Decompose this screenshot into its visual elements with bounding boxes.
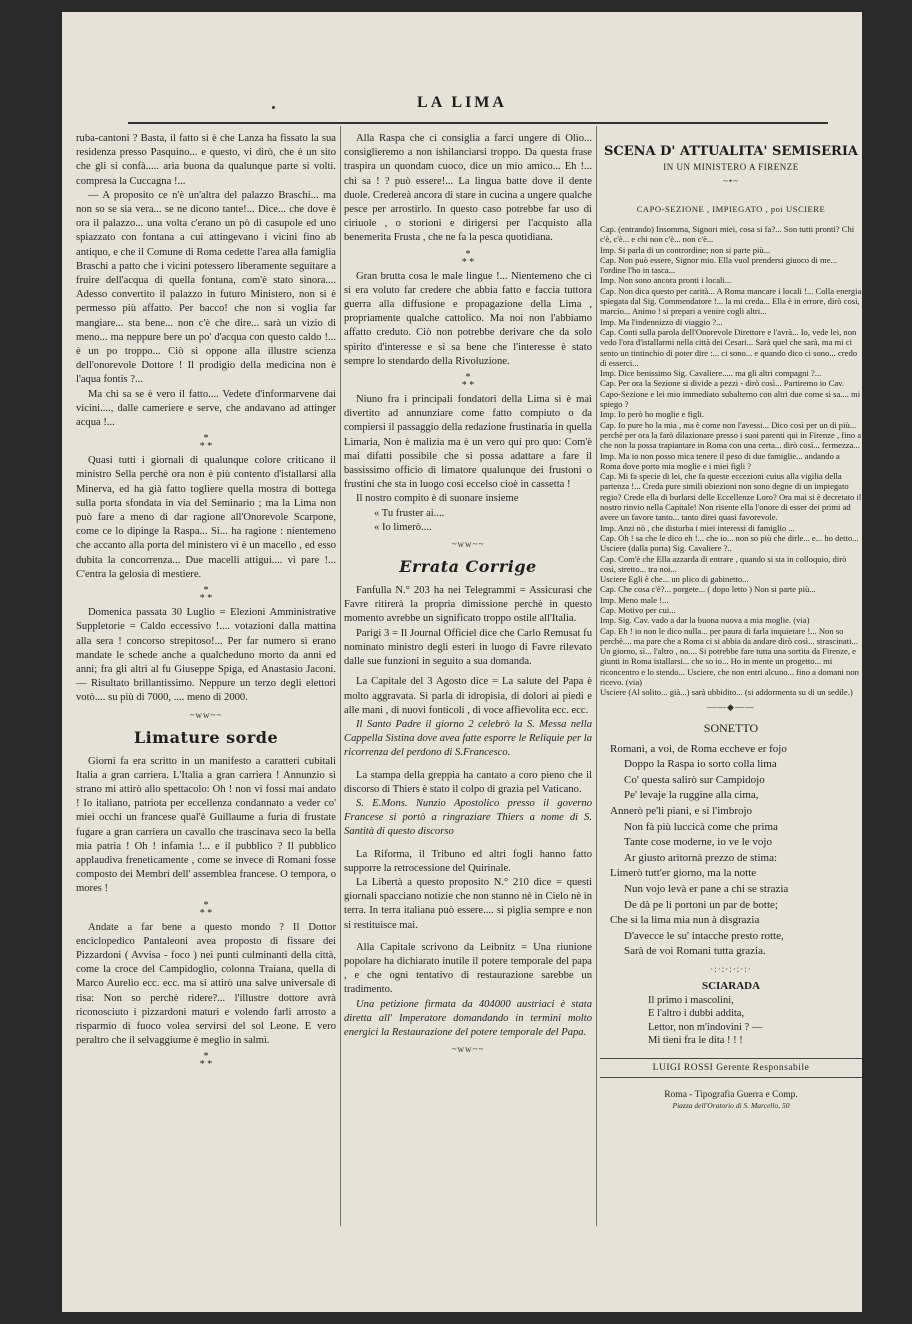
column-middle (344, 132, 592, 1058)
sonnet-line: Pe' levaje la ruggine alla cima, (624, 789, 759, 802)
paragraph: ruba-cantoni ? Basta, il fatto si è che Lanza ha fissato la sua residenza presso Pasquino... e questo, vi dirò, che è un sito che gli si confà..... aria buona da qualunque parte si volti. compresa la Cuccagna !... (76, 133, 336, 187)
paragraph: Domenica passata 30 Luglio = Elezioni Amministrative Suppletorie = Caldo eccessivo !.... votazioni dalla mattina alla sera ! concorso strepitoso!... Per far numero si erano mandate le schede anche a qualcheduno morto da anni ed anni; fra gli altri al fu Giuseppe Spiga, ed Anastasio Jaconi. — Risultato brillantissimo. Neppure un terzo degli elettori votò.... su più di 7000, .... meno di 2000. (76, 607, 336, 704)
paragraph: Il nostro compito è di suonare insieme (356, 493, 519, 505)
sonnet-line: Romani, a voi, de Roma eccheve er fojo (610, 742, 787, 755)
sonnet-line: Doppo la Raspa io sorto colla lima (624, 758, 777, 771)
dialogue-line: Imp. Ma io non posso mica tenere il peso di due famiglie... andando a Roma dove porto mia moglie e i miei figli ? (600, 450, 840, 471)
paragraph: La stampa della greppia ha cantato a coro pieno che il discorso di Thiers è stato il colpo di grazia pel Vaticano. (344, 769, 592, 795)
sonnet-line: Che si la lima mia nun à disgrazia (610, 914, 760, 927)
paragraph: Andate a far bene a questo mondo ? Il Dottor enciclopedico Pantaleoni avea proposto di fissare dei Pizzardoni ( Avvisa - foco ) nei punti culminanti della città, come la croce del Campidoglio, colonna Traiana, quella di Marco Aurelio ecc. ecc. ma si attirò una salve universale di risa: Non so perchè ridere?... l'illustre dottore avrà riconosciuto i pizzardoni maturi e volendo farli arrosto a risparmio di fuoco volea servirsi del sol Leone. E vero peraltro che il selvaggiume è meglio in salmì. (76, 921, 336, 1047)
dialogue-line: Cap. Per ora la Sezione si divide a pezzi - dirò così... Partiremo io Cav. Capo-Sezione e lei mio immediato subalterno con altri due come si sa.... mi spiego ? (600, 378, 861, 410)
dialogue-line: Usciere (Al solito... già...) sarà ubbidito... (si addormenta su di un sedile.) (600, 687, 853, 698)
dialogue-line: Imp. Si parla di un contrordine; non si parte più... (600, 244, 771, 255)
dialogue-line: Usciere Egli è che... un plico di gabinetto... (600, 574, 749, 585)
sonnet-line: Ar giusto aritornà prezzo de stima: (624, 851, 778, 864)
dialogue-line: Cap. (entrando) Insomma, Signori miei, cosa si fa?... Son tutti pronti? Chi c'è, c'è... e chi non c'è... non c'è... (600, 224, 855, 245)
asterism: * * * (199, 433, 213, 453)
sciarada-title: SCIARADA (701, 979, 761, 992)
verse-line: « Tu fruster ai.... (374, 507, 445, 519)
sciarada-line: Mi tieni fra le dita ! ! ! (648, 1035, 743, 1047)
paragraph: Alla Capitale scrivono da Leibnitz = Una riunione popolare ha dichiarato inutile il potere temporale del papa , e che ogni tentativo di restaurazione sarebbe un tradimento. (344, 941, 592, 996)
asterism: * * * (199, 899, 213, 919)
sonnet-title: SONETTO (703, 720, 759, 735)
dialogue-line: Cap. Eh ! io non le dico nulla... per paura di farla inquietare !... Non so perchè.... ma pare che a Roma ci si abbia da andare dirò così... strascinati... Un giorno, sì... l'altro , no.... Si potrebbe fare tutta una sortita da Firenze, e giunti in Roma istallarsi... che so io... Ho in mente un progetto... mi riconcentro e lo stendo... Usciere, che non entri alcuno... fino a domani non ricevo. (via) (600, 625, 859, 688)
asterism: * * * (461, 248, 475, 268)
dialogue-line: Imp. Meno male !... (600, 594, 669, 605)
paragraph: Ma chi sa se è vero il fatto.... Vedete d'informarvene dai vicini...., dalle cameriere e serve, che andavano ad attinger acqua !... (76, 388, 336, 429)
dialogue-line: Usciere (dalla porta) Sig. Cavaliere ?.. (600, 543, 732, 554)
paragraph: Alla Raspa che ci consiglia a farci ungere di Olio... consiglieremo a non ishilanciarsi troppo. Da questa frase traspira un quondam cuoco, dice un mio amico... Eh !... chi sa ! ? può essere!... La lingua batte dove il dente duole. Credereà ancora di stare in cucina a ungere qualche pesce per arrostirlo. In questo caso potrebbe far uso di ciriuole , o storioni e dirigersi per l'acquisto alla benemerita Frusta , che ne fa la pesca quotidiana. (344, 133, 592, 244)
printer-line: Roma - Tipografia Guerra e Comp. (664, 1089, 798, 1100)
paragraph: La Libertà a questo proposito N.° 210 dice = questi giornali spacciano notizie che non stanno nè in Cielo nè in terra. In terra italiana può essere.... si piglia sempre e non si restituisce mai. (344, 876, 592, 931)
dialogue-line: Cap. Motivo per cui... (600, 604, 676, 615)
asterism: * * * (461, 372, 475, 392)
paragraph: Il Santo Padre il giorno 2 celebrò la S. Messa nella Cappella Sistina dove avea fatte esporre le Reliquie per la ricorrenza del perdono di S.Francesco. (344, 718, 592, 759)
dialogue-line: Cap. Non dica questo per carità... A Roma mancare i locali !... Colla energia spiegata dal Sig. Commendatore !... la mi creda... Ella è in errore, dirò così, marcio... Animo ! si prepari a venire cogli altri... (600, 285, 862, 317)
masthead: LA LIMA (417, 94, 507, 111)
section-heading: Errata Corrige (399, 557, 537, 577)
sonnet-line: Tante cose moderne, io ve le vojo (624, 836, 772, 849)
ornament-divider: ~ww~~ (451, 539, 485, 550)
sonnet-line: Non fà più luccicà come che prima (624, 820, 778, 833)
asterism: * * * (199, 585, 213, 605)
dialogue-line: Cap. Mi fa specie di lei, che fa queste eccezioni cuius alla vigilia della partenza !... Creda pure simili obiezioni non sono degne di un impiegato regio? Crede ella di burlarsi delle Eccellenze Loro? Ora mai si è decretato il nostro rinvio nella Capitale! Non risente ella l'onore di esser dei primi ad avere un favore tanto... tanto direi quasi favorevole. (600, 471, 862, 523)
sonnet-line: Nun vojo levà er pane a chi se strazia (624, 883, 789, 895)
paragraph: Quasi tutti i giornali di qualunque colore criticano il ministro Sella perchè ora non è più contento d'istallarsi alla Minerva, ed ha già fatto togliere quella mostra di bottega sulla porta sfondata in via del Seminario ; ma la Lima non può fare a meno di dar ragione all'Onorevole Scarpone, come ce lo dipinge la Raspa... Si... ha ragione : nientemeno che accanto alla porta del ministero vi è un macello , ed esso dubita la concorrenza... Due macelli attigui.... vi pare !... C'entra la gelosia di mestiere. (76, 455, 336, 580)
newspaper-page (62, 12, 862, 1312)
sonnet-line: Limerò tutt'er giorno, ma la notte (610, 867, 757, 880)
dialogue-line: Cap. Oh ! sa che le dico eh !... che io... non so più che dirle... e... ho detto... (600, 532, 859, 543)
paragraph: La Riforma, il Tribuno ed altri fogli hanno fatto supporre la retrocessione del Quirinale. (344, 848, 592, 874)
column-divider (340, 126, 341, 1226)
dialogue-line: Cap. Non può essere, Signor mio. Ella vuol prendersi giuoco di me... l'ordine l'ho in tasca... (600, 254, 838, 276)
paragraph: Fanfulla N.° 203 ha nei Telegrammi = Assicurasi che Favre ritirerà la propria dimissione perchè in questo momento avrebbe un significato troppo ostile all'Italia. (344, 585, 592, 625)
ornament-divider: ~•~ (723, 176, 739, 186)
scene-title: SCENA D' ATTUALITA' SEMISERIA (603, 144, 858, 159)
dialogue-line: Cap. Com'è che Ella azzarda di entrare , quando si sta in colloquio, dirò così, stretto... tra noi... (600, 553, 847, 574)
column-right (600, 132, 862, 1110)
scene-subtitle: IN UN MINISTERO A FIRENZE (663, 162, 799, 172)
sonnet-line: Annerò pe'li piani, e si l'imbrojo (610, 805, 753, 818)
paragraph: — A proposito ce n'è un'altra del palazzo Braschi... ma non so se sia vera... se ne dicono tante!... Dice... che dove è ora il palazzo... una volta c'erano un pò di casupole ed uno spiazzato con fontana a cui attingevano i vicini fino ab antiquo, e che il Comune di Roma cedette l'area alla famiglia Braschi a patto che i vicini potessero liberamente seguitare a fruire dell'acqua di quella fontana, com'è stato sinora.... Adesso convertito il palazzo in futuro Ministero, non si è permesso più affatto. Per bacco! che non si voglia far mangiare... sta bene... non c'è che dire... sarà un vizio di meno... ma neppure bere un po' d'acqua con questo caldo !... è un po troppo... Ciò si oppone alla illustre scienza dell'onorevole Dottore ! Il prodigio della medicina non è l'aqua fontis ?... (76, 189, 336, 386)
paragraph: Parigi 3 = Il Journal Officiel dice che Carlo Remusat fu nominato ministro degli esteri in luogo di Favre rilevato dalle sue funzioni in seguito a sua domanda. (344, 627, 592, 668)
dialogue-line: Cap. Io pure ho la mia , ma è come non l'avessi... Dico così per un di più... perchè per ora la farò dilazionare presso i suoi parenti qui in Firenze , fino a che non la possa trapiantare in Roma con una certa... dirò così... fermezza... (600, 419, 862, 451)
scene-cast: CAPO-SEZIONE , IMPIEGATO , poi USCIERE (636, 204, 826, 214)
dialogue-line: Cap. Conti sulla parola dell'Onorevole Direttore e l'avrà... Io, vede lei, non vedo l'ora d'istallarmi nella città dei Cesari... Sarà quel che sarà, ma mi ci sento un tintinchio di poter dire :... ci sono... e quando dico ci sono... credo di esserci... (600, 326, 858, 368)
dialogue-line: Cap. Che cosa c'è?... porgete... ( dopo letto ) Non si parte più... (600, 584, 816, 595)
signature-line: LUIGI ROSSI Gerente Responsabile (600, 1058, 862, 1078)
sciarada-line: Lettor, non m'indovini ? — (648, 1021, 763, 1033)
sonnet (600, 742, 862, 960)
paragraph: Gran brutta cosa le male lingue !... Nientemeno che ci si era voluto far credere che abbia fatto e faccia tuttora guerra alla diffusione e propagazione della Lima , propriamente qualche cattolico. Ma noi non l'abbiamo affatto creduto. Ciò non potrebbe derivare che da solo spirito d'interesse e si sa bene che l'interesse è stato sempre lo stendardo della Rivoluzione. (344, 270, 592, 367)
ornament-divider: ——◆—— (707, 701, 755, 712)
ornament-divider: ~ww~~ (189, 709, 223, 720)
ornament-divider: ~ww~~ (451, 1044, 485, 1055)
dialogue-line: Imp. Sig. Cav. vado a dar la buona nuova a mia moglie. (via) (600, 615, 810, 626)
paragraph: Giorni fa era scritto in un manifesto a caratteri cubitali Italia a gran carriera. L'Italia a gran carriera ! Annunzio sì strano mi attirò allo spettacolo: Oh ! non vi fossi mai andato ! Io italiano, patriota per eccellenza condannato a veder co' miei occhi un francese qual'è Guillaume a furia di frustate fugare a gran carriera un cavallo che trascinava seco la bella mia patria ! Oh ! infamia !... e il pubblico ? Il pubblico applaudiva freneticamente , come se invece di Romani fosse composto dei Membri dell' assemblea francese. O tempora, o mores ! (76, 755, 336, 895)
dialogue-line: Imp. Io però ho moglie e figli. (600, 409, 705, 420)
dialogue-line: Imp. Non sono ancora pronti i locali... (600, 275, 732, 286)
column-left (76, 132, 336, 1072)
sonnet-line: Co' questa salirò sur Campidojo (624, 773, 765, 786)
sonnet-line: Sarà de voi Romani tutta grazia. (624, 945, 766, 958)
paragraph: S. E.Mons. Nunzio Apostolico presso il governo Francese si portò a ringraziare Thiers a nome di S. Santità di questo discorso (344, 797, 592, 838)
paragraph: Una petizione firmata da 404000 austriaci è stata diretta all' Imperatore domandando in termini molto energici la Restaurazione del potere temporale del Papa. (344, 998, 592, 1038)
column-divider (596, 126, 597, 1226)
section-heading: Limature sorde (133, 727, 279, 747)
masthead-rule (128, 122, 828, 124)
sciarada-line: Il primo i mascolini, (648, 994, 734, 1006)
paragraph: La Capitale del 3 Agosto dice = La salute del Papa è molto aggravata. Si parla di idropisia, di dolori ai piedi e alle mani , di nuovi fonticoli , di voce affievolita ecc. ecc. (344, 676, 592, 716)
ornament-divider: ·:·:·:·:·:· (710, 963, 752, 974)
dialogue-line: Imp. Anzi nò , che disturba i miei interessi di famiglio ... (600, 522, 795, 533)
sciarada-line: E l'altro i dubbi addita, (648, 1008, 745, 1020)
asterism: * * * (199, 1051, 213, 1071)
sonnet-line: De dà pe li portoni un par de botte; (624, 898, 778, 911)
paragraph: Niuno fra i principali fondatori della Lima si è mai divertito ad annunziare come fatto compiuto o da compiersi il passaggio della redazione frustinaria in quella Limaria, Non è malizia ma è un vero qui pro quo: Com'è mai difatti possibile che si possa adattare a fare il bassissimo officio di limatore qualunque dei frustoni o frustini che sta in luogo così eccelso cioè in cassetta ! (344, 394, 592, 491)
printer-address: Piazza dell'Oratorio di S. Marcello, 50 (672, 1100, 790, 1110)
dialogue-line: Imp. Dice benissimo Sig. Cavaliere..... ma gli altri compagni ?... (600, 368, 822, 379)
dialogue-line: Imp. Ma l'indennizzo di viaggio ?... (600, 316, 723, 327)
sonnet-line: D'avecce le su' intacche presto rotte, (624, 929, 784, 942)
verse-line: « Io limerò.... (374, 521, 432, 533)
